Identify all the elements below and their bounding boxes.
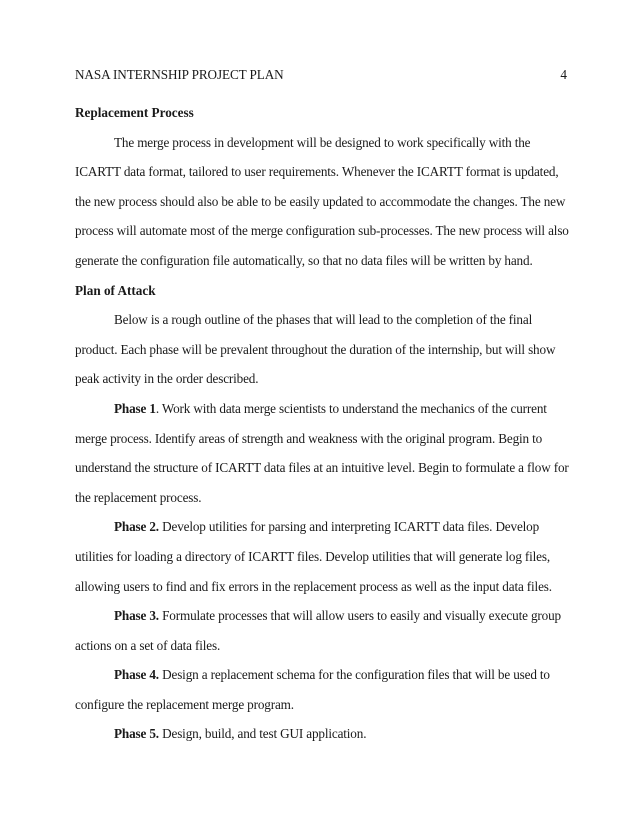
paragraph-line: understand the structure of ICARTT data files at an intuitive level. Begin to formulate a flow for	[75, 460, 569, 476]
paragraph-line: configure the replacement merge program.	[75, 696, 294, 712]
phase-3-first-line: Formulate processes that will allow users to easily and visually execute group	[158, 608, 561, 624]
paragraph-line: actions on a set of data files.	[75, 637, 221, 653]
phase-5-paragraph	[75, 719, 567, 749]
phase-5-first-line: Design, build, and test GUI application.	[158, 726, 367, 742]
paragraph-line	[75, 719, 567, 749]
phase-4-label: Phase 4.	[114, 667, 159, 683]
paragraph-line: ICARTT data format, tailored to user requirements. Whenever the ICARTT format is updated,	[75, 164, 559, 180]
page-header	[75, 66, 567, 84]
paragraph-replacement-process	[75, 128, 567, 276]
phase-4-first-line: Design a replacement schema for the configuration files that will be used to	[158, 667, 550, 683]
paragraph-line	[75, 512, 567, 542]
phase-2-first-line: Develop utilities for parsing and interpreting ICARTT data files. Develop	[158, 519, 540, 535]
section-heading-plan-of-attack: Plan of Attack	[75, 282, 156, 298]
phase-3-paragraph	[75, 601, 567, 660]
paragraph-line	[75, 394, 567, 424]
phase-3-label: Phase 3.	[114, 608, 159, 624]
paragraph-line: peak activity in the order described.	[75, 371, 259, 387]
paragraph-line: the new process should also be able to be easily updated to accommodate the changes. The new	[75, 193, 566, 209]
paragraph-line	[75, 601, 567, 631]
paragraph-plan-of-attack	[75, 305, 567, 394]
document-body	[75, 98, 567, 749]
paragraph-line: allowing users to find and fix errors in the replacement process as well as the input data files.	[75, 578, 552, 594]
phase-1-label: Phase 1	[114, 400, 156, 416]
paragraph-line: generate the configuration file automatically, so that no data files will be written by hand.	[75, 252, 533, 268]
paragraph-line: utilities for loading a directory of ICARTT files. Develop utilities that will generate log files,	[75, 548, 551, 564]
paragraph-line: The merge process in development will be designed to work specifically with the	[114, 134, 531, 150]
paragraph-line: the replacement process.	[75, 489, 202, 505]
running-head: NASA INTERNSHIP PROJECT PLAN	[75, 67, 284, 82]
phase-2-label: Phase 2.	[114, 519, 159, 535]
paragraph-line: merge process. Identify areas of strength and weakness with the original program. Begin to	[75, 430, 543, 446]
phase-5-label: Phase 5.	[114, 726, 159, 742]
phase-1-paragraph	[75, 394, 567, 512]
paragraph-line	[75, 660, 567, 690]
section-heading-replacement-process: Replacement Process	[75, 105, 194, 120]
phase-2-paragraph	[75, 512, 567, 601]
paragraph-line: product. Each phase will be prevalent throughout the duration of the internship, but will show	[75, 341, 556, 357]
paragraph-line: Below is a rough outline of the phases that will lead to the completion of the final	[114, 312, 533, 328]
page-number: 4	[560, 67, 567, 82]
paragraph-line: process will automate most of the merge configuration sub-processes. The new process will also	[75, 223, 569, 239]
phase-4-paragraph	[75, 660, 567, 719]
phase-1-first-line: . Work with data merge scientists to understand the mechanics of the current	[155, 400, 547, 416]
